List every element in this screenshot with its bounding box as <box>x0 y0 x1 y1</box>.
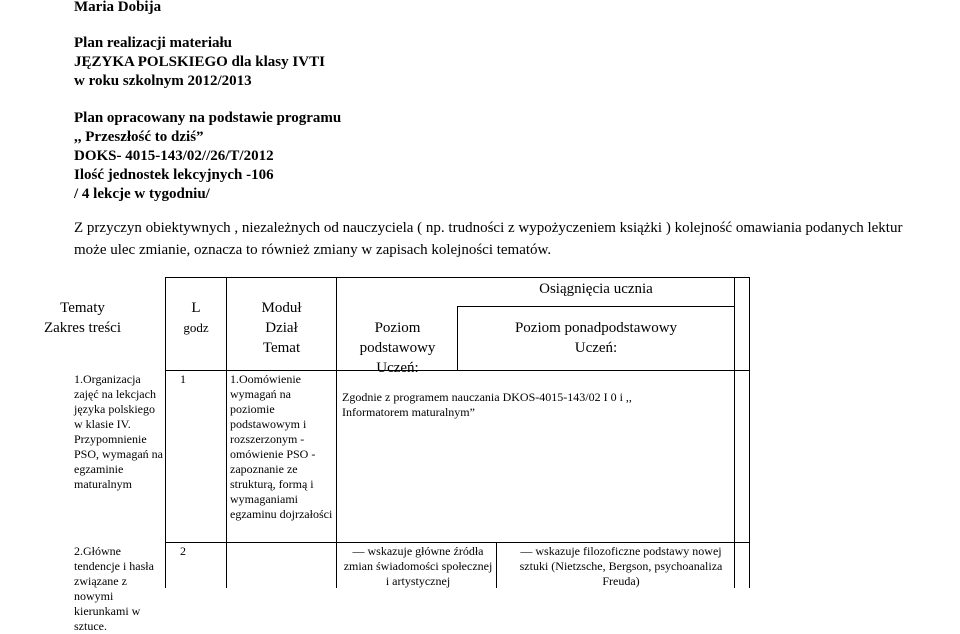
header-poziom-podstawowy-line: Poziom <box>374 320 421 336</box>
header-poziom-ponadpodstawowy-line: Uczeń: <box>574 340 618 356</box>
table-row-2-ponadpodstawowy-text: wskazuje filozoficzne podstawy nowej sztuki (Nietzsche, Bergson, psychoanaliza Freuda) <box>519 544 723 588</box>
table-row-1-osiagniecia: Zgodnie z programem nauczania DKOS-4015-143/02 I 0 i ,, Informatorem maturalnym” <box>342 390 632 419</box>
header-l-label: L <box>191 300 201 316</box>
table-row-2-podstawowy <box>342 544 494 589</box>
table-row-2-podstawowy-text: wskazuje główne źródła zmian świadomości społecznej i artystycznej <box>343 544 493 588</box>
program-info-line: ,, Przeszłość to dziś” <box>74 129 204 145</box>
header-godz-label: godz <box>183 320 209 335</box>
header-poziom-podstawowy-line: podstawowy <box>359 340 436 356</box>
header-godz <box>166 298 226 338</box>
table-row-2-tematy: 2.Główne tendencje i hasła związane z nowymi kierunkami w sztuce. <box>74 544 154 633</box>
table-row-1-modul: 1.Oomówienie wymagań na poziomie podstawowym i rozszerzonym -omówienie PSO -zapoznanie ze strukturą, formą i wymaganiami egzaminu dojrzałości <box>230 372 333 521</box>
header-dzial-label: Dział <box>265 320 298 336</box>
table-border-top <box>165 277 750 278</box>
table-column-line <box>734 277 735 588</box>
header-poziom-ponadpodstawowy <box>458 318 734 358</box>
order-note-line: Z przyczyn obiektywnych , niezależnych od nauczyciela ( np. trudności z wypożyczeniem książki ) kolejność omawiania podanych lektur <box>74 220 903 236</box>
plan-title-line: Plan realizacji materiału <box>74 35 233 51</box>
order-note-line: może ulec zmianie, oznacza to również zmiany w zapisach kolejności tematów. <box>74 242 552 258</box>
table-divider <box>457 306 735 307</box>
dash-bullet-icon: — <box>520 544 533 558</box>
table-row-1-godz: 1 <box>180 372 186 386</box>
table-divider <box>165 542 750 543</box>
table-row-1-tematy: 1.Organizacja zajęć na lekcjach języka polskiego w klasie IV. Przypomnienie PSO, wymagań na egzaminie maturalnym <box>74 372 163 491</box>
table-column-line <box>749 277 750 588</box>
plan-title-line: w roku szkolnym 2012/2013 <box>74 73 252 89</box>
header-modul <box>227 298 336 358</box>
header-temat-label: Temat <box>262 340 301 356</box>
author-name: Maria Dobija <box>74 0 162 15</box>
table-row-2-ponadpodstawowy <box>510 544 732 589</box>
header-tematy <box>0 298 165 338</box>
program-info-line: Ilość jednostek lekcyjnych -106 <box>74 167 274 183</box>
dash-bullet-icon: — <box>352 544 365 558</box>
table-row-2-godz: 2 <box>180 544 186 558</box>
header-poziom-podstawowy <box>337 318 458 378</box>
plan-title-line: JĘZYKA POLSKIEGO dla klasy IVTI <box>74 54 325 70</box>
header-modul-label: Moduł <box>261 300 302 316</box>
program-info-line: DOKS- 4015-143/02//26/T/2012 <box>74 148 274 164</box>
program-info-line: / 4 lekcje w tygodniu/ <box>74 186 210 202</box>
header-poziom-podstawowy-line: Uczeń: <box>376 360 419 376</box>
header-poziom-ponadpodstawowy-line: Poziom ponadpodstawowy <box>514 320 678 336</box>
header-tematy-label: Tematy <box>60 300 105 316</box>
header-zakres-label: Zakres treści <box>43 320 122 336</box>
table-column-line <box>496 542 497 588</box>
header-osiagniecia: Osiągnięcia ucznia <box>539 281 653 297</box>
program-info-line: Plan opracowany na podstawie programu <box>74 110 342 126</box>
